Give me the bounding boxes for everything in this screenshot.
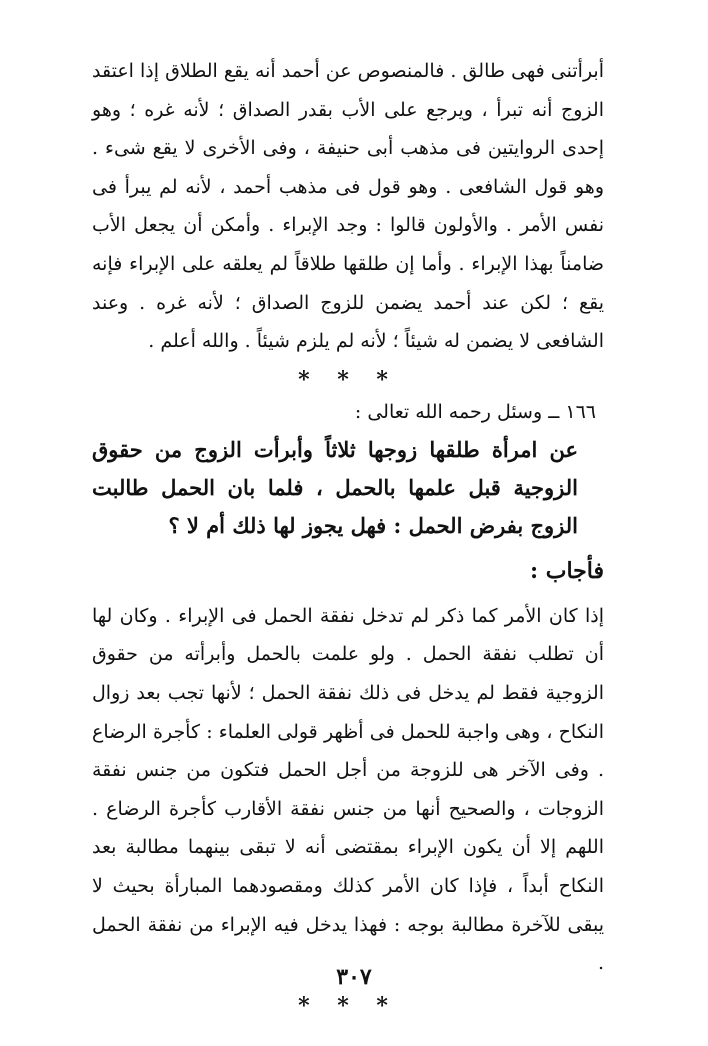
section-separator: * * *: [298, 366, 398, 393]
paragraph-previous-answer: أبرأتنى فهى طالق . فالمنصوص عن أحمد أنه يقع الطلاق إذا اعتقد الزوج أنه تبرأ ، ويرجع على الأب بقدر الصداق ؛ لأنه غره ؛ وهو إحدى الروايتين فى مذهب أبى حنيفة ، وفى الأخرى لا يقع شىء . وهو قول الشافعى . وهو قول فى مذهب أحمد ، لأنه لم يبرأ فى نفس الأمر . والأولون قالوا : وجد الإبراء . وأمكن أن يجعل الأب ضامناً بهذا الإبراء . وأما إن طلقها طلاقاً لم يعلقه على الإبراء فإنه يقع ؛ لكن عند أحمد يضمن للزوج الصداق ؛ لأنه غره . وعند الشافعى لا يضمن له شيئاً ؛ لأنه لم يلزم شيئاً . والله أعلم .: [92, 60, 604, 353]
section-separator-end: * * *: [298, 992, 398, 1019]
answer-text: إذا كان الأمر كما ذكر لم تدخل نفقة الحمل فى الإبراء . وكان لها أن تطلب نفقة الحمل . ولو علمت بالحمل وأبرأته من حقوق الزوجية فقط لم يدخل فى ذلك نفقة الحمل ؛ لأنها تجب بعد زوال النكاح ، وهى واجبة للحمل فى أظهر قولى العلماء : كأجرة الرضاع . وفى الآخر هى للزوجة من أجل الحمل فتكون من جنس نفقة الزوجات ، والصحيح أنها من جنس نفقة الأقارب كأجرة الرضاع . اللهم إلا أن يكون الإبراء بمقتضى أنه لا تبقى بينهما مطالبة بعد النكاح أبداً ، فإذا كان الأمر كذلك ومقصودهما المبارأة بحيث لا يبقى للآخرة مطالبة بوجه : فهذا يدخل فيه الإبراء من نفقة الحمل .: [92, 604, 604, 975]
answer-heading: فأجاب :: [529, 557, 604, 584]
question-number-intro: ١٦٦ ــ وسئل رحمه الله تعالى :: [354, 400, 596, 423]
page-body: [92, 52, 604, 1019]
page-number: ٣٠٧: [336, 964, 372, 990]
question-text: عن امرأة طلقها زوجها ثلاثاً وأبرأت الزوج من حقوق الزوجية قبل علمها بالحمل ، فلما بان الحمل طالبت الزوج بفرض الحمل : فهل يجوز لها ذلك أم لا ؟: [92, 436, 578, 538]
